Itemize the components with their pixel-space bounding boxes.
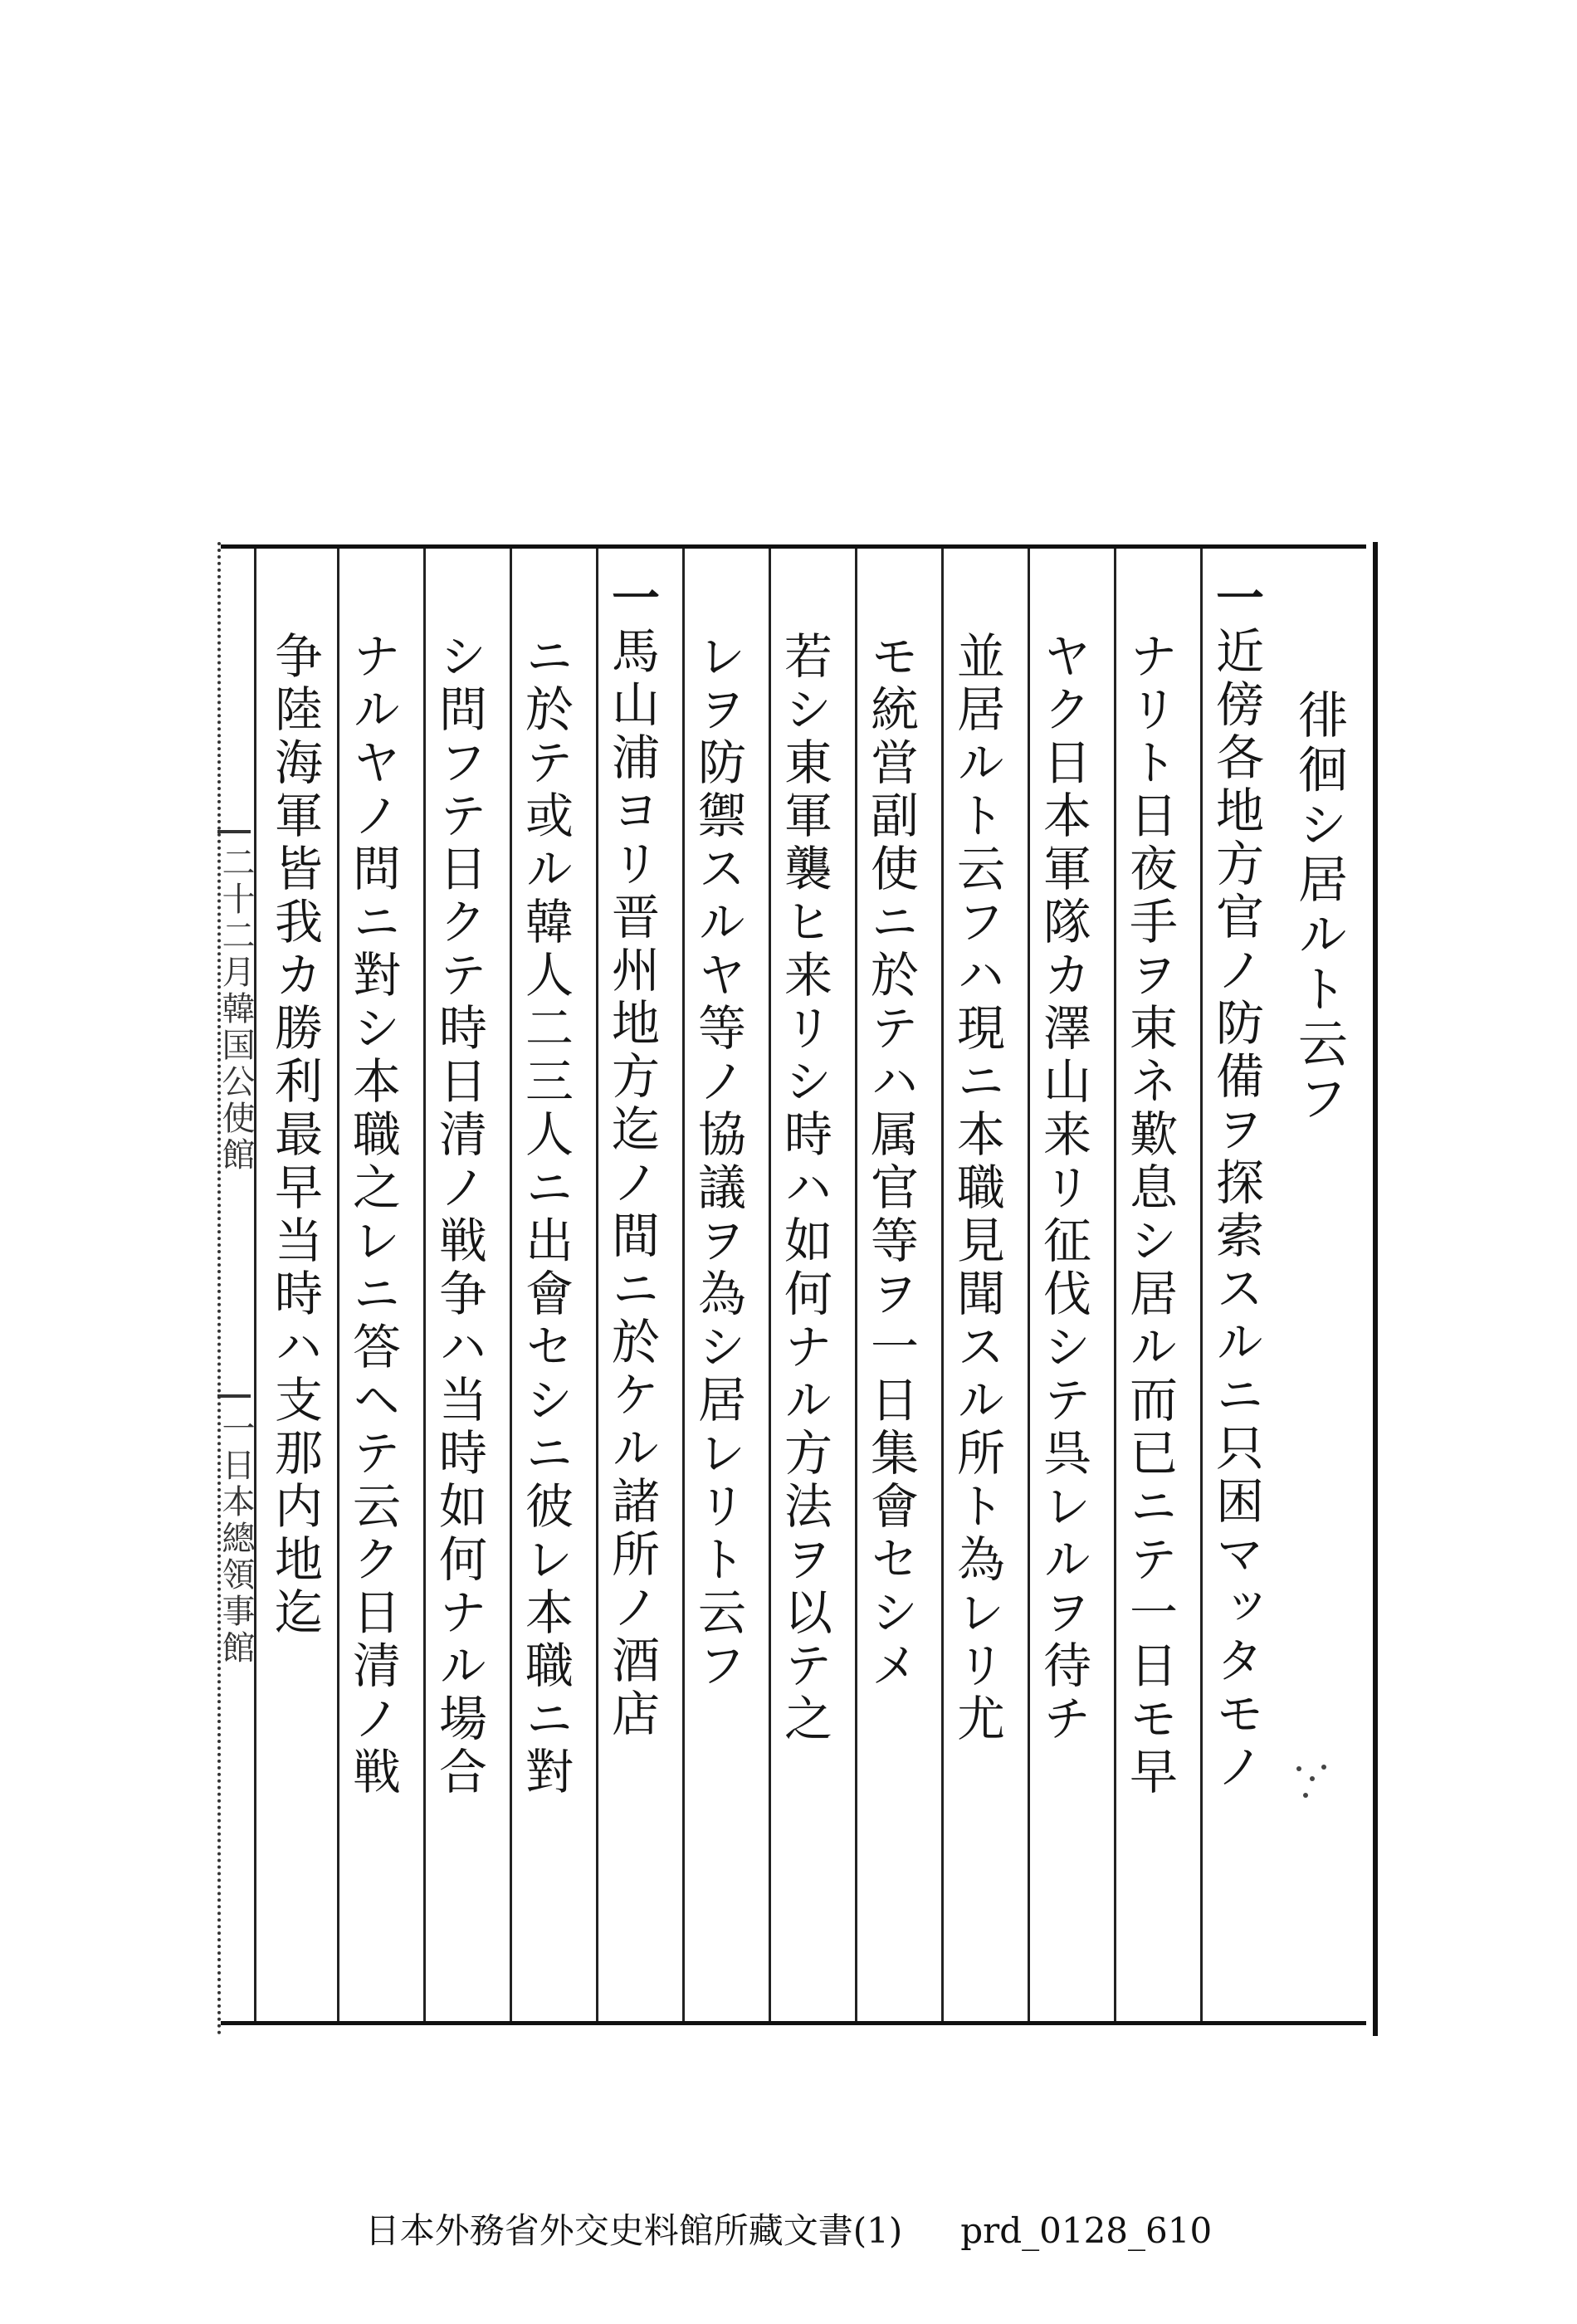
- scan-speck: [1296, 1766, 1301, 1771]
- item-bullet: 一: [1208, 573, 1264, 626]
- margin-dash: [217, 1394, 251, 1398]
- column-text: ナルヤノ問ニ對シ本職之レニ答ヘテ云ク日清ノ戦: [344, 631, 401, 1799]
- frame-right-edge: [1373, 542, 1378, 2036]
- column-text: 馬山浦ヨリ晋州地方迄ノ間ニ於ケル諸所ノ酒店: [603, 626, 660, 1741]
- column-text: 若シ東軍襲ヒ来リシ時ハ如何ナル方法ヲ以テ之: [776, 631, 832, 1746]
- column-text: ナリト日夜手ヲ束ネ歎息シ居ル而已ニテ一日モ早: [1121, 631, 1178, 1799]
- column-text: レヲ防禦スルヤ等ノ協議ヲ為シ居レリト云フ: [690, 631, 746, 1693]
- heading-text: 徘徊シ居ルト云フ: [1290, 689, 1348, 1127]
- scan-speck: [1321, 1765, 1326, 1770]
- manuscript-column: [254, 573, 335, 2058]
- record-id: prd_0128_610: [960, 2210, 1213, 2251]
- margin-note-upper: 二十二月韓国公使館: [217, 845, 255, 1174]
- manuscript-column: [505, 573, 586, 2058]
- column-text: シ問フテ日クテ時日清ノ戦争ハ当時如何ナル場合: [431, 631, 487, 1799]
- column-text: 争陸海軍皆我カ勝利最早当時ハ支那内地迄: [266, 631, 323, 1640]
- manuscript-column: [1023, 573, 1104, 2058]
- manuscript-column: [850, 573, 931, 2058]
- column-text: ヤク日本軍隊カ澤山来リ征伐シテ呉レルヲ待チ: [1035, 631, 1091, 1746]
- column-text: 近傍各地方官ノ防備ヲ探索スルニ只困マッタモノ: [1208, 626, 1264, 1794]
- column-text: モ統営副使ニ於テハ属官等ヲ一日集會セシメ: [862, 631, 919, 1693]
- scan-speck: [1303, 1793, 1308, 1798]
- manuscript-column: [1109, 573, 1190, 2058]
- column-text: ニ於テ或ル韓人二三人ニ出會セシニ彼レ本職ニ對: [517, 631, 574, 1799]
- manuscript-column: [332, 573, 413, 2058]
- margin-dash: [217, 830, 251, 833]
- manuscript-column: [677, 573, 759, 2058]
- item-bullet: 一: [603, 573, 660, 626]
- manuscript-column: [1195, 573, 1277, 2000]
- scan-speck: [1310, 1776, 1315, 1781]
- manuscript-column: [936, 573, 1018, 2058]
- margin-note-lower: 一日本總領事館: [217, 1411, 255, 1667]
- column-text: 並居ルト云フハ現ニ本職見聞スル所ト為レリ尤: [949, 631, 1005, 1746]
- collection-name: 日本外務省外交史料館所藏文書(1): [364, 2210, 903, 2251]
- manuscript-column: [591, 573, 672, 2000]
- heading-column: [1278, 689, 1360, 2116]
- manuscript-column: [418, 573, 500, 2058]
- manuscript-column: [764, 573, 845, 2058]
- archive-caption: [0, 2204, 1577, 2253]
